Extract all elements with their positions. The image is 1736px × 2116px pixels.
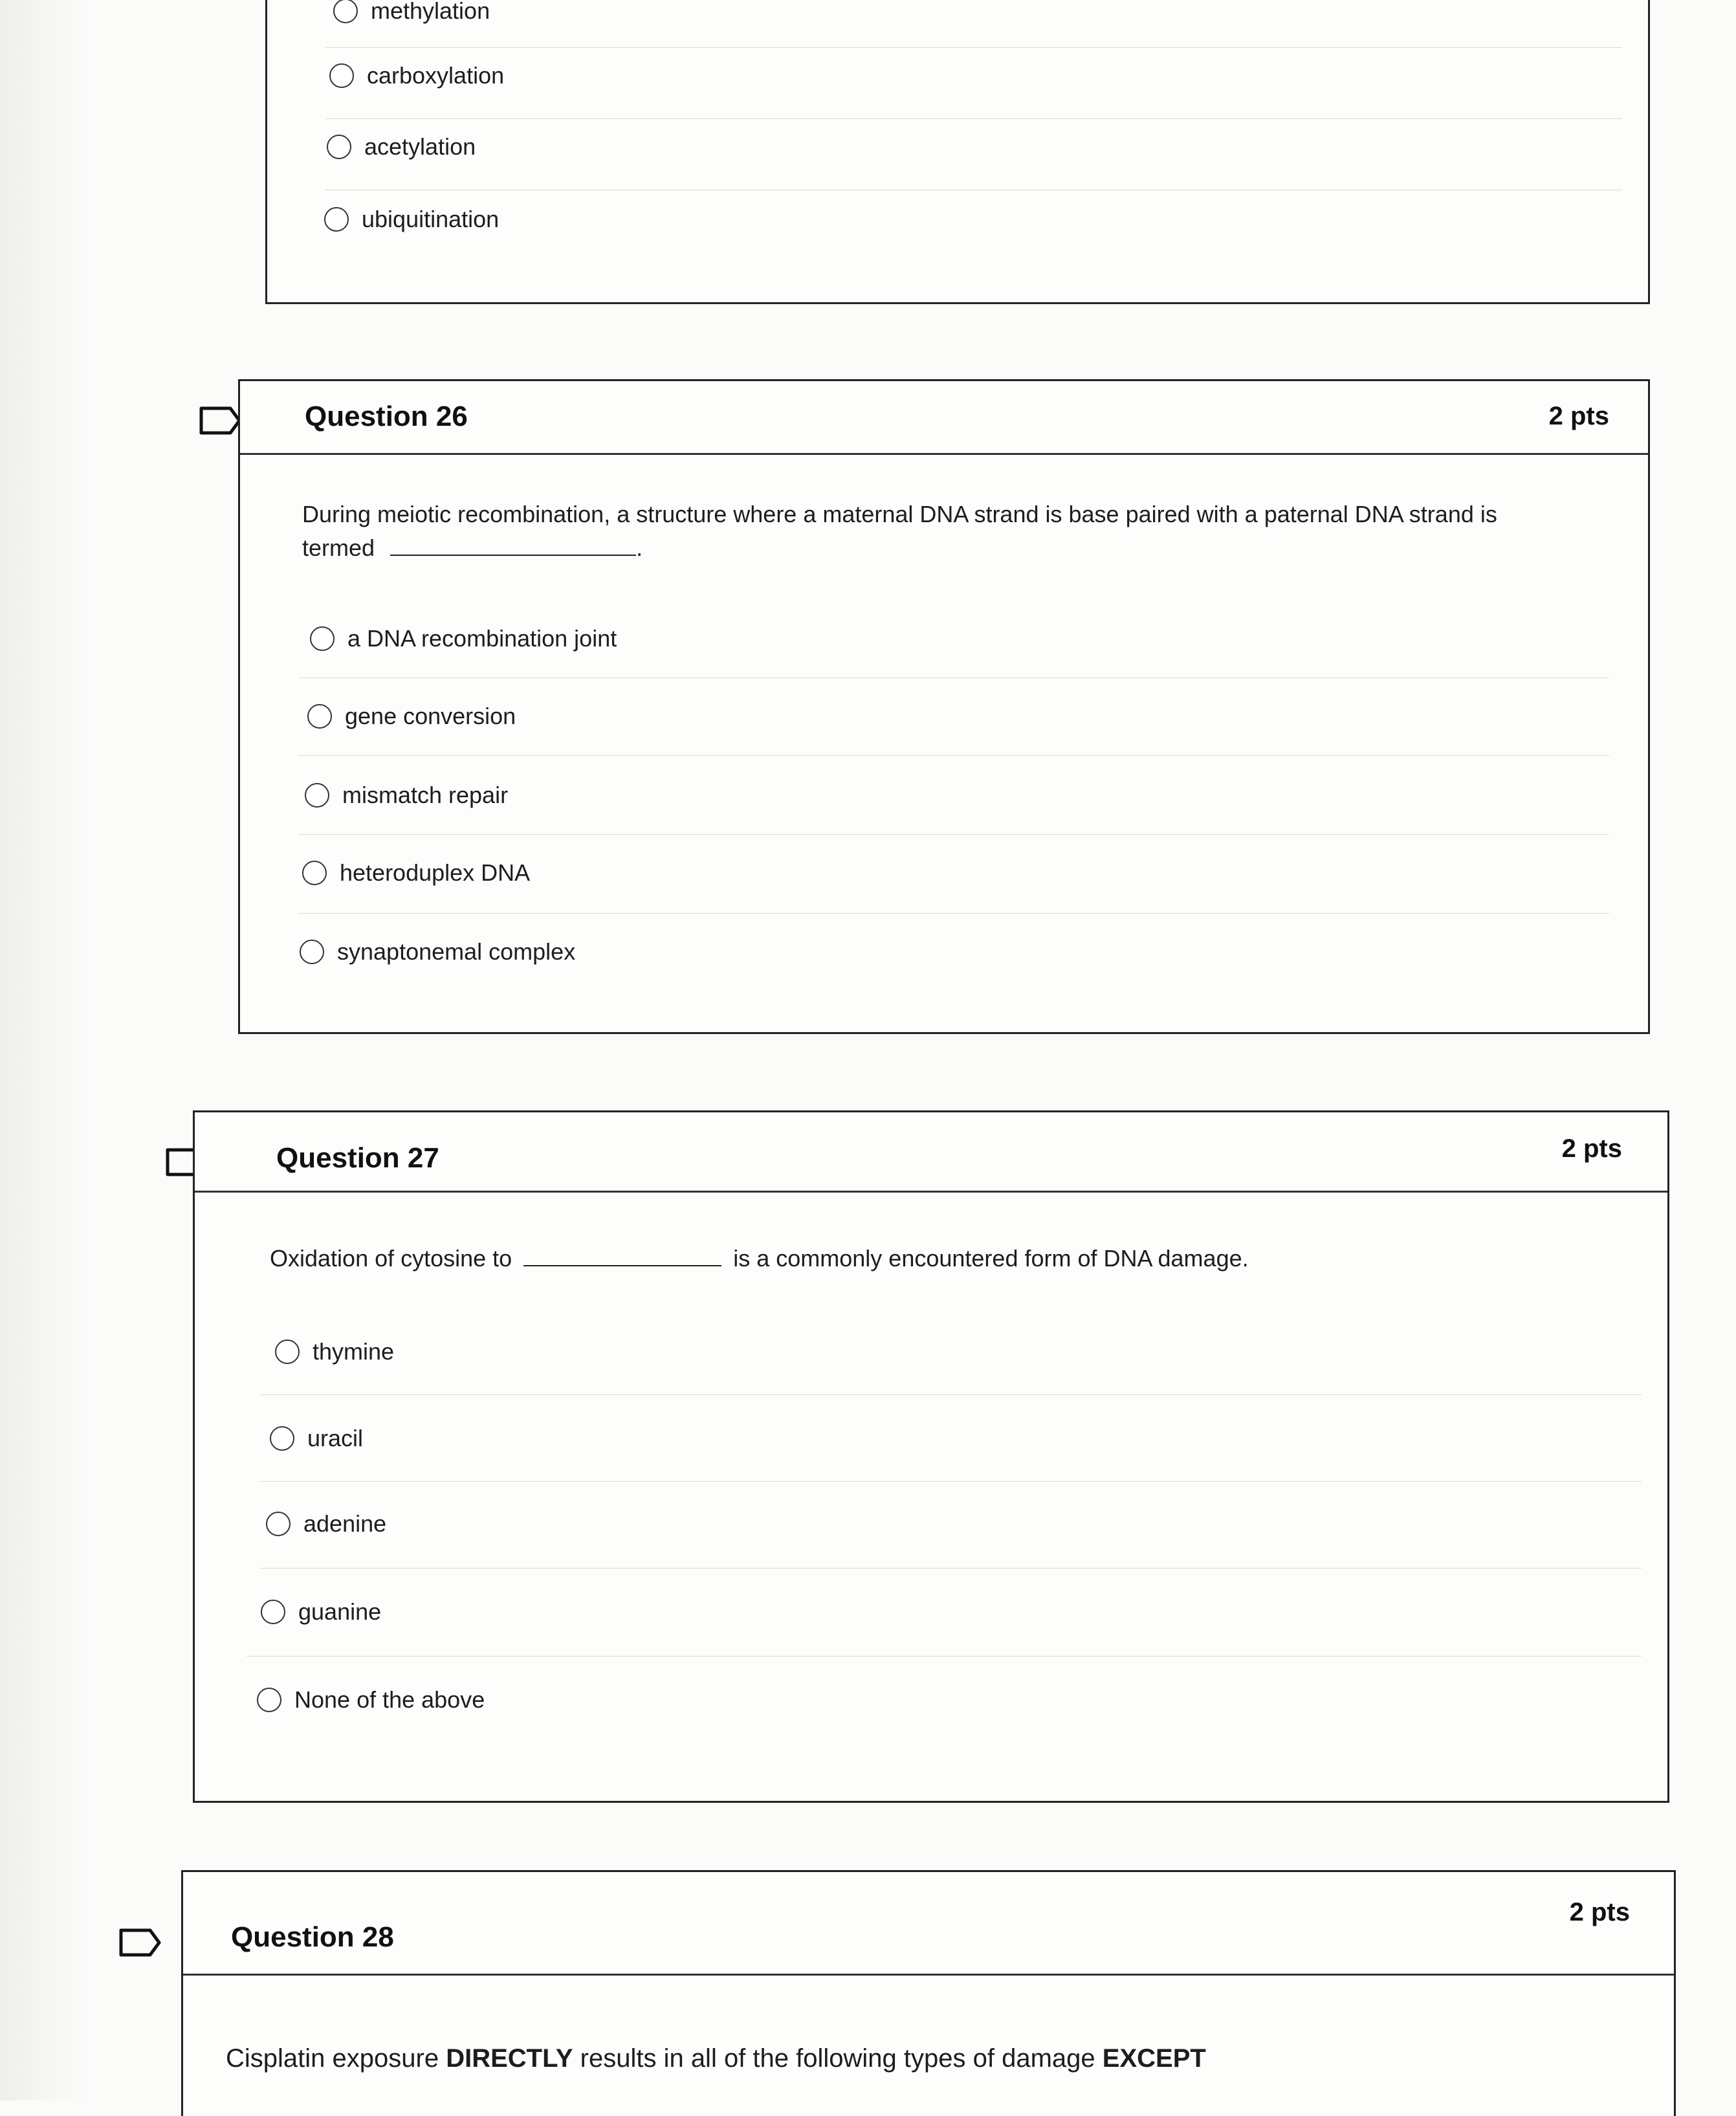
option-synaptonemal-complex[interactable] xyxy=(300,934,575,970)
option-label: None of the above xyxy=(294,1686,485,1713)
question-28-card xyxy=(181,1870,1676,2116)
option-divider xyxy=(298,913,1609,914)
prompt-emphasis-directly: DIRECTLY xyxy=(446,2044,573,2073)
prompt-part-3: results in all of the following types of damage xyxy=(580,2044,1095,2073)
option-label: mismatch repair xyxy=(342,782,509,808)
radio-button[interactable] xyxy=(329,63,354,88)
radio-button[interactable] xyxy=(305,783,329,808)
prompt-before-blank: Oxidation of cytosine to xyxy=(270,1245,512,1272)
radio-button[interactable] xyxy=(270,1426,294,1451)
option-mismatch-repair[interactable] xyxy=(305,777,508,813)
option-label: thymine xyxy=(313,1338,395,1365)
option-label: synaptonemal complex xyxy=(337,938,576,965)
option-label: gene conversion xyxy=(345,703,516,729)
option-divider xyxy=(259,1568,1642,1569)
radio-button[interactable] xyxy=(302,861,327,885)
option-divider xyxy=(325,118,1622,119)
option-label: carboxylation xyxy=(367,62,505,89)
option-label: uracil xyxy=(307,1425,364,1451)
prompt-period: . xyxy=(636,535,643,561)
option-dna-recombination-joint[interactable] xyxy=(310,621,617,657)
option-divider xyxy=(259,1481,1642,1482)
fill-in-blank xyxy=(390,555,636,556)
prompt-part-1: Cisplatin exposure xyxy=(226,2044,439,2073)
radio-button[interactable] xyxy=(310,626,335,651)
prompt-after-blank: is a commonly encountered form of DNA damage. xyxy=(733,1245,1249,1272)
option-label: a DNA recombination joint xyxy=(347,625,617,652)
question-header xyxy=(240,381,1648,455)
radio-button[interactable] xyxy=(327,135,351,159)
question-25-card xyxy=(265,0,1650,304)
radio-button[interactable] xyxy=(324,207,349,232)
question-points: 2 pts xyxy=(1561,1134,1622,1163)
radio-button[interactable] xyxy=(300,940,324,964)
option-label: ubiquitination xyxy=(362,206,500,232)
page-margin-shadow xyxy=(0,0,91,2100)
question-title: Question 27 xyxy=(276,1142,439,1174)
radio-button[interactable] xyxy=(307,704,332,729)
prompt-emphasis-except: EXCEPT xyxy=(1102,2044,1206,2073)
radio-button[interactable] xyxy=(333,0,358,23)
option-divider xyxy=(259,1394,1642,1395)
option-divider xyxy=(247,1656,1642,1657)
option-none-of-the-above[interactable] xyxy=(257,1682,485,1718)
fill-in-blank xyxy=(523,1265,721,1266)
radio-button[interactable] xyxy=(261,1600,285,1624)
option-methylation[interactable] xyxy=(333,0,490,29)
option-heteroduplex-dna[interactable] xyxy=(302,855,530,891)
option-gene-conversion[interactable] xyxy=(307,698,516,734)
question-prompt xyxy=(226,2042,1649,2075)
option-label: methylation xyxy=(371,0,490,24)
flag-question-icon[interactable] xyxy=(119,1928,162,1957)
radio-button[interactable] xyxy=(257,1688,281,1712)
option-divider xyxy=(325,47,1622,48)
option-adenine[interactable] xyxy=(266,1506,386,1542)
option-label: adenine xyxy=(303,1510,387,1537)
option-label: heteroduplex DNA xyxy=(340,859,531,886)
option-label: acetylation xyxy=(364,133,476,160)
question-header xyxy=(195,1112,1667,1193)
prompt-line-2: termed xyxy=(302,535,375,561)
option-carboxylation[interactable] xyxy=(329,58,504,94)
radio-button[interactable] xyxy=(275,1339,300,1364)
option-acetylation[interactable] xyxy=(327,129,476,165)
question-prompt xyxy=(270,1242,1629,1275)
question-title: Question 26 xyxy=(305,401,468,432)
question-prompt xyxy=(302,498,1622,565)
option-uracil[interactable] xyxy=(270,1420,363,1457)
option-divider xyxy=(298,755,1609,756)
question-title: Question 28 xyxy=(231,1921,394,1953)
question-points: 2 pts xyxy=(1548,402,1609,430)
question-points: 2 pts xyxy=(1569,1898,1630,1926)
option-divider xyxy=(298,834,1609,835)
prompt-line-1: During meiotic recombination, a structure where a maternal DNA strand is base paired with a paternal DNA strand is xyxy=(302,501,1497,527)
option-thymine[interactable] xyxy=(275,1334,394,1370)
flag-question-icon[interactable] xyxy=(199,406,242,435)
question-header xyxy=(183,1872,1674,1976)
radio-button[interactable] xyxy=(266,1512,291,1536)
question-27-card xyxy=(193,1110,1669,1803)
option-label: guanine xyxy=(298,1598,382,1625)
option-guanine[interactable] xyxy=(261,1594,381,1630)
question-26-card xyxy=(238,379,1650,1034)
option-ubiquitination[interactable] xyxy=(324,201,499,237)
